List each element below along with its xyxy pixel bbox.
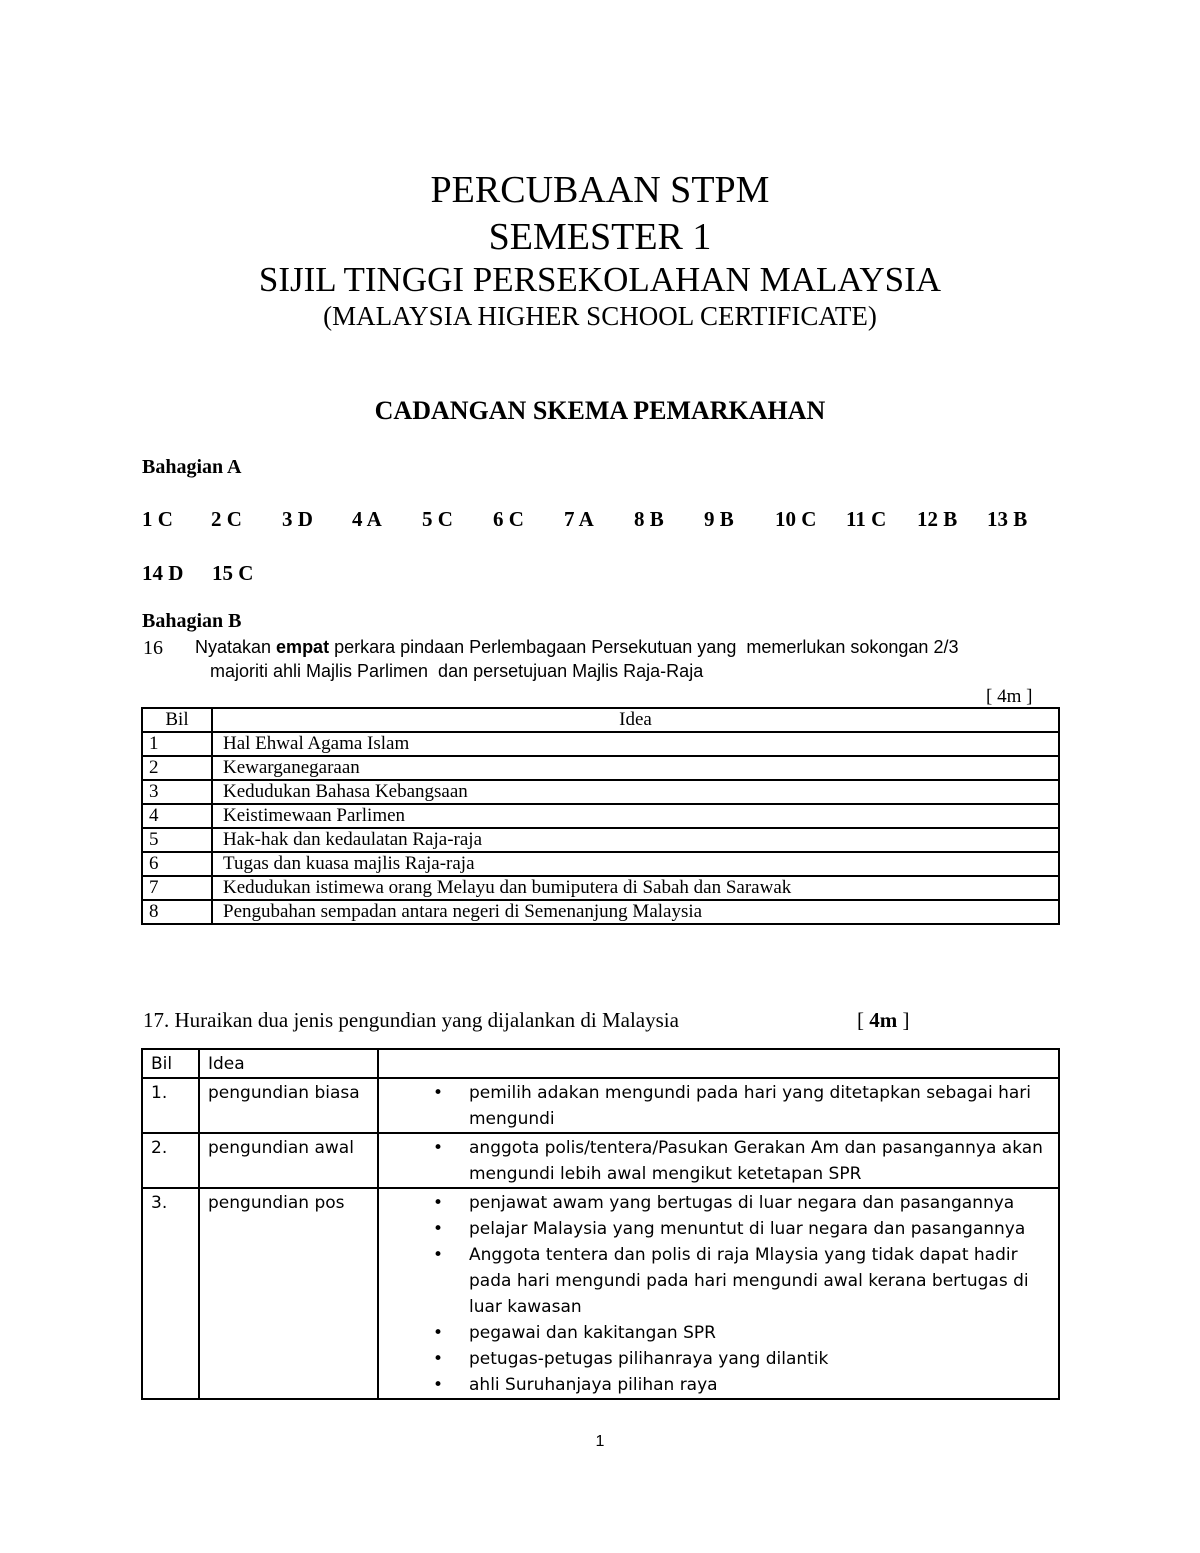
answer-item: 15 C xyxy=(212,561,254,585)
answer-item: 11 C xyxy=(846,507,887,531)
question-16-table xyxy=(141,707,1060,925)
row-idea: Tugas dan kuasa majlis Raja-raja xyxy=(212,852,1059,876)
question-16-text-start: Nyatakan xyxy=(195,637,277,657)
column-header-bil: Bil xyxy=(142,708,212,732)
table-row xyxy=(142,804,1059,828)
table-row xyxy=(142,828,1059,852)
row-number: 1 xyxy=(142,732,212,756)
table-row xyxy=(142,732,1059,756)
section-b-label: Bahagian B xyxy=(142,610,242,632)
question-16-marks: [ 4m ] xyxy=(986,686,1033,707)
answer-item: 9 B xyxy=(704,507,734,531)
table-header-row xyxy=(142,1049,1059,1078)
row-number: 3. xyxy=(142,1188,199,1399)
certificate-title: SIJIL TINGGI PERSEKOLAHAN MALAYSIA xyxy=(258,260,942,299)
bullet-item: • pemilih adakan mengundi pada hari yang ditetapkan sebagai hari mengundi xyxy=(387,1080,1052,1132)
answer-item: 10 C xyxy=(775,507,817,531)
table-header-row xyxy=(142,708,1059,732)
row-number: 2. xyxy=(142,1133,199,1188)
row-number: 6 xyxy=(142,852,212,876)
row-type: pengundian pos xyxy=(199,1188,378,1399)
row-idea: Kedudukan istimewa orang Melayu dan bumiputera di Sabah dan Sarawak xyxy=(212,876,1059,900)
question-17-table xyxy=(141,1048,1060,1400)
row-number: 3 xyxy=(142,780,212,804)
question-16-number: 16 xyxy=(143,637,163,659)
section-a-label: Bahagian A xyxy=(142,456,242,478)
bullet-item: • anggota polis/tentera/Pasukan Gerakan Am dan pasangannya akan mengundi lebih awal mengikut ketetapan SPR xyxy=(387,1135,1052,1187)
table-row xyxy=(142,1188,1059,1399)
row-number: 7 xyxy=(142,876,212,900)
bullet-item: • pegawai dan kakitangan SPR xyxy=(387,1320,1052,1346)
row-number: 5 xyxy=(142,828,212,852)
question-16-text xyxy=(195,637,958,658)
bullet-item: • penjawat awam yang bertugas di luar negara dan pasangannya xyxy=(387,1190,1052,1216)
row-idea: Kewarganegaraan xyxy=(212,756,1059,780)
table-row xyxy=(142,1133,1059,1188)
document-heading: CADANGAN SKEMA PEMARKAHAN xyxy=(374,396,826,425)
question-17-marks-value: 4m xyxy=(869,1008,898,1032)
answer-item: 3 D xyxy=(282,507,313,531)
bullet-item: • ahli Suruhanjaya pilihan raya xyxy=(387,1372,1052,1398)
row-type: pengundian awal xyxy=(199,1133,378,1188)
answer-item: 4 A xyxy=(352,507,382,531)
bullet-item: • petugas-petugas pilihanraya yang dilantik xyxy=(387,1346,1052,1372)
row-number: 2 xyxy=(142,756,212,780)
answer-item: 8 B xyxy=(634,507,664,531)
exam-title: PERCUBAAN STPM xyxy=(430,169,770,211)
column-header-idea: Idea xyxy=(212,708,1059,732)
table-row xyxy=(142,1078,1059,1133)
answer-item: 14 D xyxy=(142,561,184,585)
bullet-item: • Anggota tentera dan polis di raja Mlaysia yang tidak dapat hadir pada hari mengundi pada hari mengundi awal kerana bertugas di luar kawasan xyxy=(387,1242,1052,1320)
question-16-emphasis: empat xyxy=(276,637,330,657)
column-header-bil: Bil xyxy=(142,1049,199,1078)
semester-title: SEMESTER 1 xyxy=(488,216,712,258)
question-16-text-end: perkara pindaan Perlembagaan Persekutuan yang memerlukan sokongan 2/3 xyxy=(329,637,959,657)
row-description xyxy=(378,1078,1059,1133)
bullet-list xyxy=(387,1190,1052,1398)
column-header-idea: Idea xyxy=(199,1049,378,1078)
table-row xyxy=(142,876,1059,900)
row-idea: Kedudukan Bahasa Kebangsaan xyxy=(212,780,1059,804)
bullet-list xyxy=(387,1135,1052,1187)
row-idea: Hak-hak dan kedaulatan Raja-raja xyxy=(212,828,1059,852)
answer-item: 6 C xyxy=(493,507,524,531)
row-type: pengundian biasa xyxy=(199,1078,378,1133)
row-number: 8 xyxy=(142,900,212,924)
bullet-item: • pelajar Malaysia yang menuntut di luar negara dan pasangannya xyxy=(387,1216,1052,1242)
question-17-marks-open: [ xyxy=(857,1008,870,1032)
column-header-description xyxy=(378,1049,1059,1078)
row-description xyxy=(378,1188,1059,1399)
row-idea: Pengubahan sempadan antara negeri di Semenanjung Malaysia xyxy=(212,900,1059,924)
question-17-marks-close: ] xyxy=(897,1008,910,1032)
table-row xyxy=(142,852,1059,876)
answer-item: 7 A xyxy=(564,507,594,531)
row-idea: Hal Ehwal Agama Islam xyxy=(212,732,1059,756)
answer-item: 12 B xyxy=(917,507,958,531)
question-17-text: 17. Huraikan dua jenis pengundian yang dijalankan di Malaysia xyxy=(143,1008,679,1032)
table-row xyxy=(142,900,1059,924)
row-description xyxy=(378,1133,1059,1188)
row-number: 4 xyxy=(142,804,212,828)
question-17-marks xyxy=(857,1008,910,1033)
row-idea: Keistimewaan Parlimen xyxy=(212,804,1059,828)
certificate-subtitle: (MALAYSIA HIGHER SCHOOL CERTIFICATE) xyxy=(323,301,877,331)
question-16-text-line2: majoriti ahli Majlis Parlimen dan persetujuan Majlis Raja-Raja xyxy=(210,661,704,681)
table-row xyxy=(142,756,1059,780)
table-row xyxy=(142,780,1059,804)
answer-item: 5 C xyxy=(422,507,453,531)
answer-item: 2 C xyxy=(211,507,242,531)
answer-item: 13 B xyxy=(987,507,1028,531)
page-number: 1 xyxy=(595,1433,605,1450)
bullet-list xyxy=(387,1080,1052,1132)
row-number: 1. xyxy=(142,1078,199,1133)
answer-item: 1 C xyxy=(142,507,173,531)
